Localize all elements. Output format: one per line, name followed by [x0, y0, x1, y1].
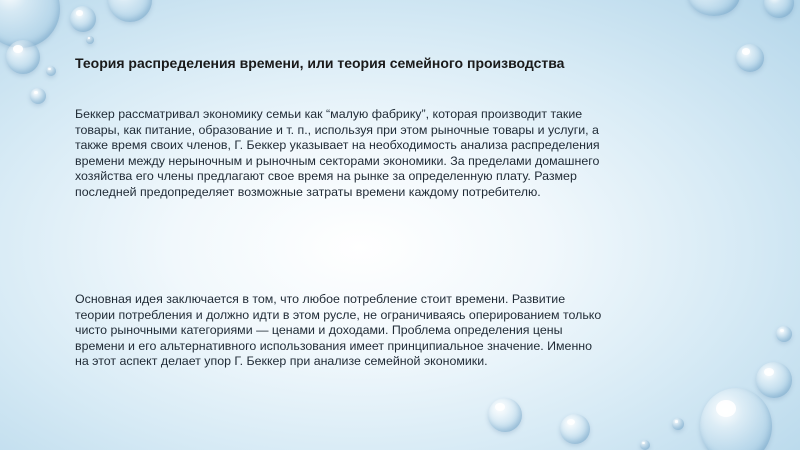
water-drop-decoration — [488, 398, 522, 432]
water-drop-decoration — [86, 36, 94, 44]
water-drop-decoration — [108, 0, 152, 22]
water-drop-decoration — [756, 362, 792, 398]
body-paragraph-2: Основная идея заключается в том, что любое потребление стоит времени. Развитие теории потребления и должно идти в этом русле, не ограничиваясь оперированием только чисто рыночными категориями — ценами и доходами. Проблема определения цены времени и его альтернативного использования имеет принципиальное значение. Именно на этот аспект делает упор Г. Беккер при анализе семейной экономики. — [75, 292, 602, 368]
slide-title: Теория распределения времени, или теория семейного производства — [75, 55, 565, 71]
water-drop-decoration — [640, 440, 650, 450]
water-drop-decoration — [560, 414, 590, 444]
water-drop-decoration — [736, 44, 764, 72]
water-drop-decoration — [672, 418, 684, 430]
water-drop-decoration — [30, 88, 46, 104]
water-drop-decoration — [70, 6, 96, 32]
water-drop-decoration — [776, 326, 792, 342]
water-drop-decoration — [688, 0, 740, 16]
body-paragraph-1: Беккер рассматривал экономику семьи как “малую фабрику”, которая производит такие товары, как питание, образование и т. п., используя при этом рыночные товары и услуги, а также время своих членов, Г. Беккер указывает на необходимость анализа распределения времени между нерыночным и рыночным секторами экономики. За пределами домашнего хозяйства его члены предлагают свое время на рынке за определенную плату. Размер последней предопределяет возможные затраты времени каждому потребителю. — [75, 107, 600, 199]
water-drop-decoration — [700, 388, 772, 450]
water-drop-decoration — [764, 0, 794, 18]
water-drop-decoration — [6, 40, 40, 74]
water-drop-decoration — [46, 66, 56, 76]
